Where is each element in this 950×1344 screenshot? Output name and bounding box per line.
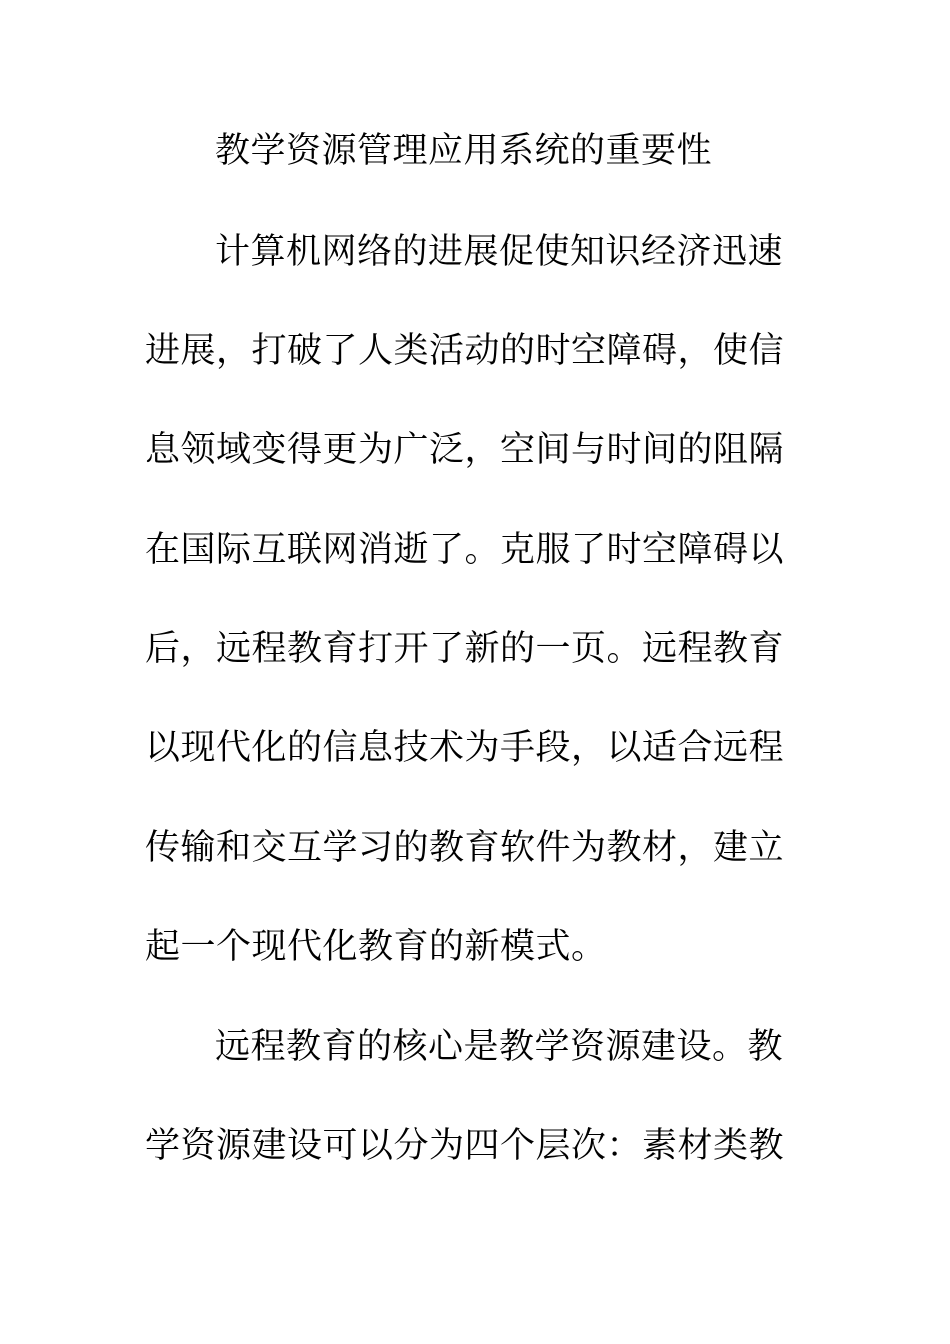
paragraph-2-line-1: 远程教育的核心是教学资源建设。教: [215, 1027, 784, 1067]
paragraph-1-line-1: 计算机网络的进展促使知识经济迅速: [215, 232, 784, 272]
paragraph-1-line-3: 息领域变得更为广泛，空间与时间的阻隔: [145, 430, 785, 470]
paragraph-1-line-5: 后，远程教育打开了新的一页。远程教育: [145, 629, 785, 669]
paragraph-1-line-2: 进展，打破了人类活动的时空障碍，使信: [145, 331, 785, 371]
paragraph-1-line-4: 在国际互联网消逝了。克服了时空障碍以: [145, 530, 785, 570]
paragraph-2-line-2: 学资源建设可以分为四个层次：素材类教: [145, 1126, 785, 1166]
paragraph-1-line-6: 以现代化的信息技术为手段，以适合远程: [145, 728, 785, 768]
document-title: 教学资源管理应用系统的重要性: [215, 131, 713, 171]
paragraph-1-line-7: 传输和交互学习的教育软件为教材，建立: [145, 828, 785, 868]
paragraph-1-line-8: 起一个现代化教育的新模式。: [145, 927, 607, 967]
